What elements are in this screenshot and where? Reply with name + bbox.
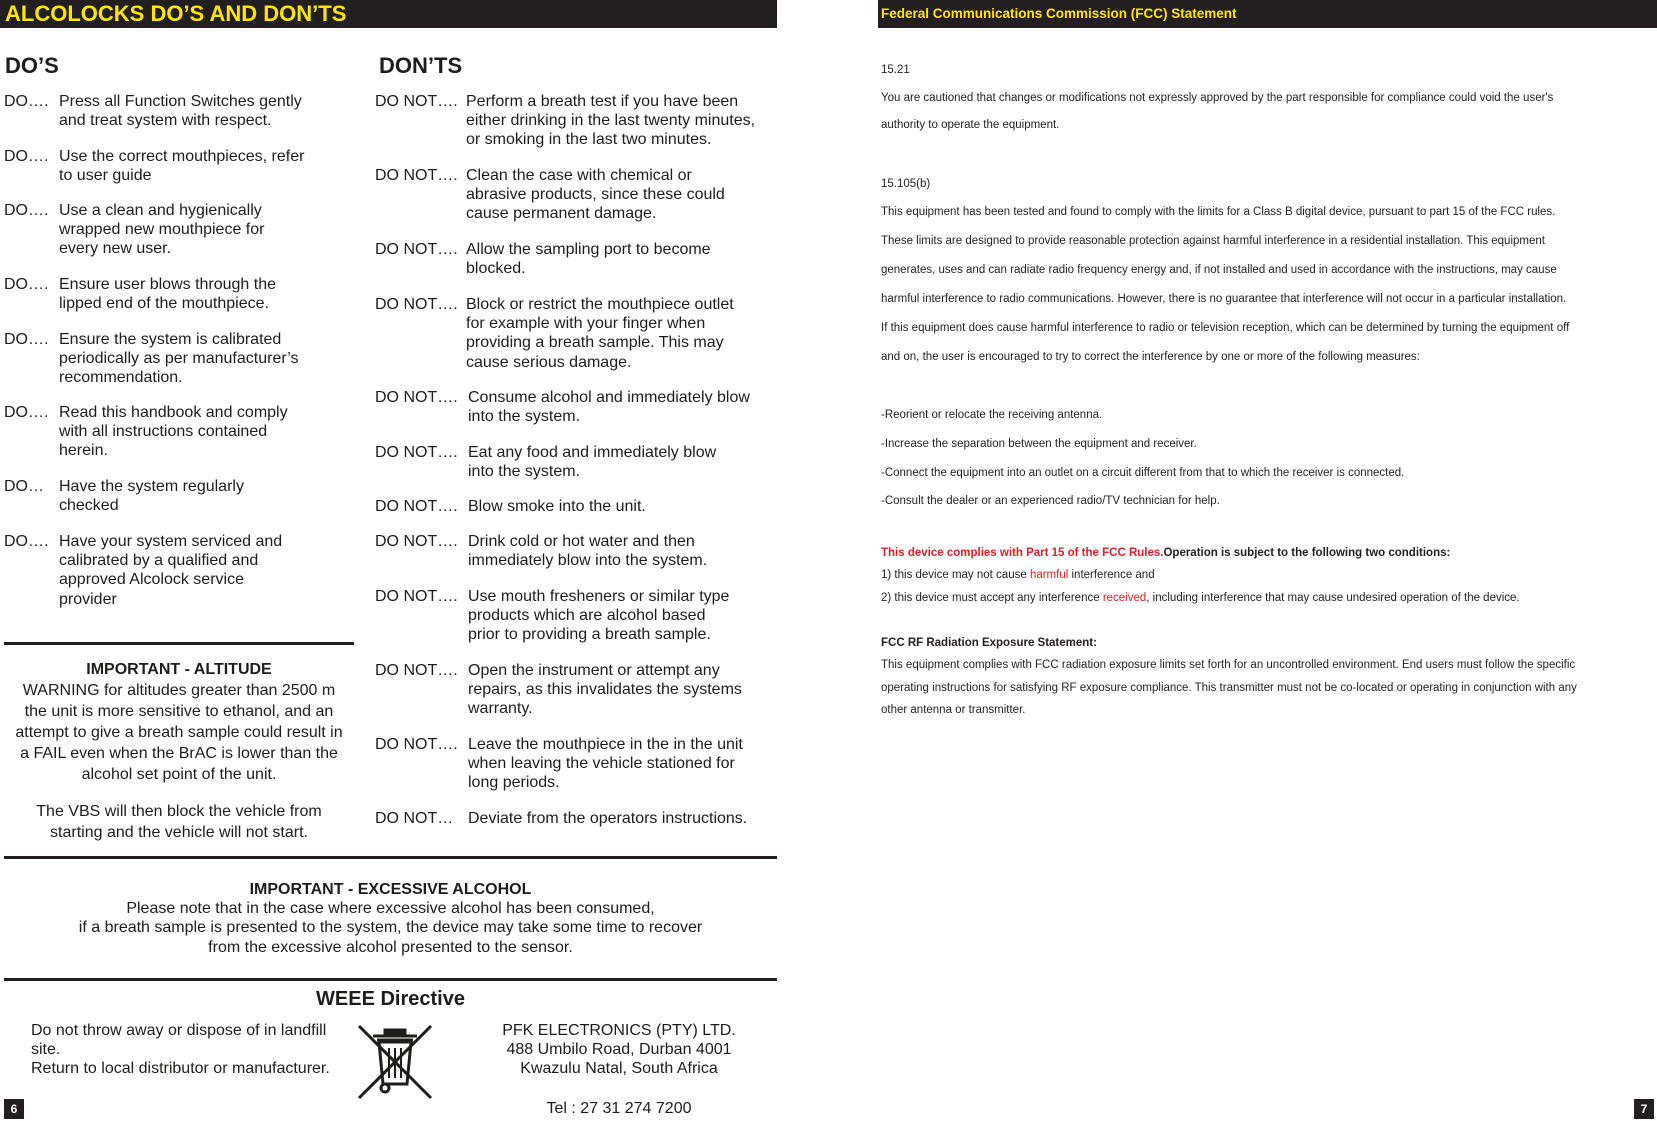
rf-exposure-title: FCC RF Radiation Exposure Statement:: [881, 637, 1097, 649]
condition-2: [881, 592, 1520, 604]
page-number-left: 6: [4, 1099, 24, 1119]
donts-item-label: DO NOT….: [375, 444, 458, 461]
dos-item-text: Ensure the system is calibrated periodically as per manufacturer’s recommendation.: [59, 331, 299, 387]
section-15-105b-line: harmful interference to radio communications. However, there is no guarantee that interference will not occur in a particular installation.: [881, 293, 1567, 305]
section-15-105b-line: These limits are designed to provide reasonable protection against harmful interference in a residential installation. This equipment: [881, 235, 1545, 247]
dos-item-text: Have the system regularly checked: [59, 478, 244, 515]
donts-item-text: Clean the case with chemical or abrasive products, since these could cause permanent damage.: [466, 167, 725, 223]
section-15-105b-line: generates, uses and can radiate radio frequency energy and, if not installed and used in accordance with the instructions, may cause: [881, 264, 1557, 276]
dos-item-text: Have your system serviced and calibrated by a qualified and approved Alcolock service provider: [59, 533, 283, 608]
section-15-21-line: authority to operate the equipment.: [881, 119, 1060, 131]
condition-2-post: , including interference that may cause undesired operation of the device.: [1146, 592, 1520, 604]
condition-2-pre: 2) this device must accept any interference: [881, 592, 1103, 604]
donts-item-label: DO NOT….: [375, 533, 458, 550]
donts-item-text: Block or restrict the mouthpiece outlet for example with your finger when providing a breath sample. This may cause serious damage.: [466, 296, 734, 371]
donts-item-label: DO NOT….: [375, 296, 458, 313]
section-15-105b-line: If this equipment does cause harmful interference to radio or television reception, which can be determined by turning the equipment off: [881, 322, 1570, 334]
dos-item-label: DO….: [4, 202, 49, 219]
section-15-105b-ref: 15.105(b): [881, 178, 931, 190]
donts-item-label: DO NOT….: [375, 662, 458, 679]
part15-statement: [881, 547, 1450, 559]
altitude-body-2: The VBS will then block the vehicle from starting and the vehicle will not start.: [36, 803, 322, 841]
condition-1-pre: 1) this device may not cause: [881, 569, 1030, 581]
dos-item-text: Read this handbook and comply with all instructions contained herein.: [59, 404, 288, 460]
donts-item-text: Eat any food and immediately blow into the system.: [468, 444, 717, 481]
part15-red-lead: This device complies with Part 15 of the FCC Rules.: [881, 547, 1164, 559]
donts-item-text: Deviate from the operators instructions.: [468, 810, 748, 827]
measure-item: -Consult the dealer or an experienced radio/TV technician for help.: [881, 495, 1220, 507]
section-15-105b-line: and on, the user is encouraged to try to correct the interference by one or more of the following measures:: [881, 351, 1420, 363]
measure-item: -Reorient or relocate the receiving antenna.: [881, 409, 1103, 421]
donts-item-label: DO NOT….: [375, 389, 458, 406]
rf-exposure-line: This equipment complies with FCC radiation exposure limits set forth for an uncontrolled environment. End users must follow the specific: [881, 659, 1576, 671]
page-number-right: 7: [1634, 1099, 1654, 1119]
dos-item-label: DO….: [4, 404, 49, 421]
altitude-divider: [4, 642, 354, 645]
dos-item-text: Use the correct mouthpieces, refer to user guide: [59, 148, 305, 185]
measure-item: -Connect the equipment into an outlet on a circuit different from that to which the receiver is connected.: [881, 467, 1405, 479]
dos-item-text: Ensure user blows through the lipped end of the mouthpiece.: [59, 276, 277, 313]
company-address: PFK ELECTRONICS (PTY) LTD. 488 Umbilo Road, Durban 4001 Kwazulu Natal, South Africa: [502, 1022, 736, 1078]
donts-item-label: DO NOT…: [375, 810, 454, 827]
donts-item-label: DO NOT….: [375, 588, 458, 605]
excessive-body: Please note that in the case where excessive alcohol has been consumed, if a breath sample is presented to the system, the device may take some time to recover from the excessive alcohol presented to the sensor.: [78, 900, 703, 956]
rf-exposure-line: other antenna or transmitter.: [881, 704, 1026, 716]
donts-item-text: Blow smoke into the unit.: [468, 498, 646, 515]
altitude-body: WARNING for altitudes greater than 2500 m the unit is more sensitive to ethanol, and an attempt to give a breath sample could result in a FAIL even when the BrAC is lower than the alcohol set point of the unit.: [15, 682, 343, 783]
dos-item-label: DO….: [4, 533, 49, 550]
donts-heading: DON’TS: [379, 53, 463, 78]
excessive-title: IMPORTANT - EXCESSIVE ALCOHOL: [249, 881, 532, 898]
donts-item-text: Drink cold or hot water and then immediately blow into the system.: [468, 533, 708, 570]
donts-item-text: Allow the sampling port to become blocked.: [466, 241, 711, 278]
donts-item-label: DO NOT….: [375, 736, 458, 753]
condition-1: [881, 569, 1155, 581]
weee-text: Do not throw away or dispose of in landfill site. Return to local distributor or manufacturer.: [31, 1022, 330, 1078]
company-telephone: Tel : 27 31 274 7200: [546, 1100, 692, 1117]
right-header-title: Federal Communications Commission (FCC) Statement: [881, 6, 1237, 21]
donts-item-text: Perform a breath test if you have been either drinking in the last twenty minutes, or smoking in the last two minutes.: [466, 93, 756, 149]
donts-item-label: DO NOT….: [375, 241, 458, 258]
left-header-bar: [0, 0, 777, 28]
section-15-21-ref: 15.21: [881, 64, 910, 76]
excessive-divider: [4, 856, 777, 859]
condition-2-red: received: [1102, 592, 1147, 604]
dos-item-label: DO….: [4, 93, 49, 110]
dos-item-label: DO….: [4, 148, 49, 165]
condition-1-post: interference and: [1068, 569, 1155, 581]
section-15-21-line: You are cautioned that changes or modifications not expressly approved by the part responsible for compliance could void the user's: [881, 92, 1554, 104]
excessive-section: [4, 880, 777, 957]
dos-item-text: Use a clean and hygienically wrapped new mouthpiece for every new user.: [59, 202, 265, 258]
donts-item-text: Leave the mouthpiece in the in the unit when leaving the vehicle stationed for long periods.: [468, 736, 743, 792]
donts-item-text: Consume alcohol and immediately blow into the system.: [468, 389, 750, 426]
measure-item: -Increase the separation between the equipment and receiver.: [881, 438, 1197, 450]
part15-bold-rest: Operation is subject to the following two conditions:: [1163, 547, 1451, 559]
rf-exposure-line: operating instructions for satisfying RF exposure compliance. This transmitter must not be co-located or operating in conjunction with any: [881, 682, 1577, 694]
section-15-105b-line: This equipment has been tested and found to comply with the limits for a Class B digital device, pursuant to part 15 of the FCC rules.: [881, 206, 1556, 218]
donts-item-label: DO NOT….: [375, 167, 458, 184]
condition-1-red: harmful: [1029, 569, 1069, 581]
donts-item-text: Use mouth fresheners or similar type products which are alcohol based prior to providing a breath sample.: [468, 588, 730, 644]
donts-item-text: Open the instrument or attempt any repairs, as this invalidates the systems warranty.: [468, 662, 742, 718]
donts-item-label: DO NOT….: [375, 498, 458, 515]
crossed-out-wheelie-bin-icon: [355, 1022, 435, 1102]
dos-item-label: DO….: [4, 276, 49, 293]
left-header-title: ALCOLOCKS DO’S AND DON’TS: [5, 1, 347, 26]
dos-item-text: Press all Function Switches gently and treat system with respect.: [59, 93, 302, 130]
dos-heading: DO’S: [5, 53, 59, 78]
donts-item-label: DO NOT….: [375, 93, 458, 110]
weee-title: WEEE Directive: [316, 988, 465, 1010]
altitude-title: IMPORTANT - ALTITUDE: [86, 661, 272, 678]
dos-item-label: DO….: [4, 331, 49, 348]
right-header-bar: [878, 0, 1657, 28]
weee-divider: [4, 978, 777, 981]
dos-item-label: DO…: [4, 478, 44, 495]
altitude-section: [4, 659, 354, 843]
